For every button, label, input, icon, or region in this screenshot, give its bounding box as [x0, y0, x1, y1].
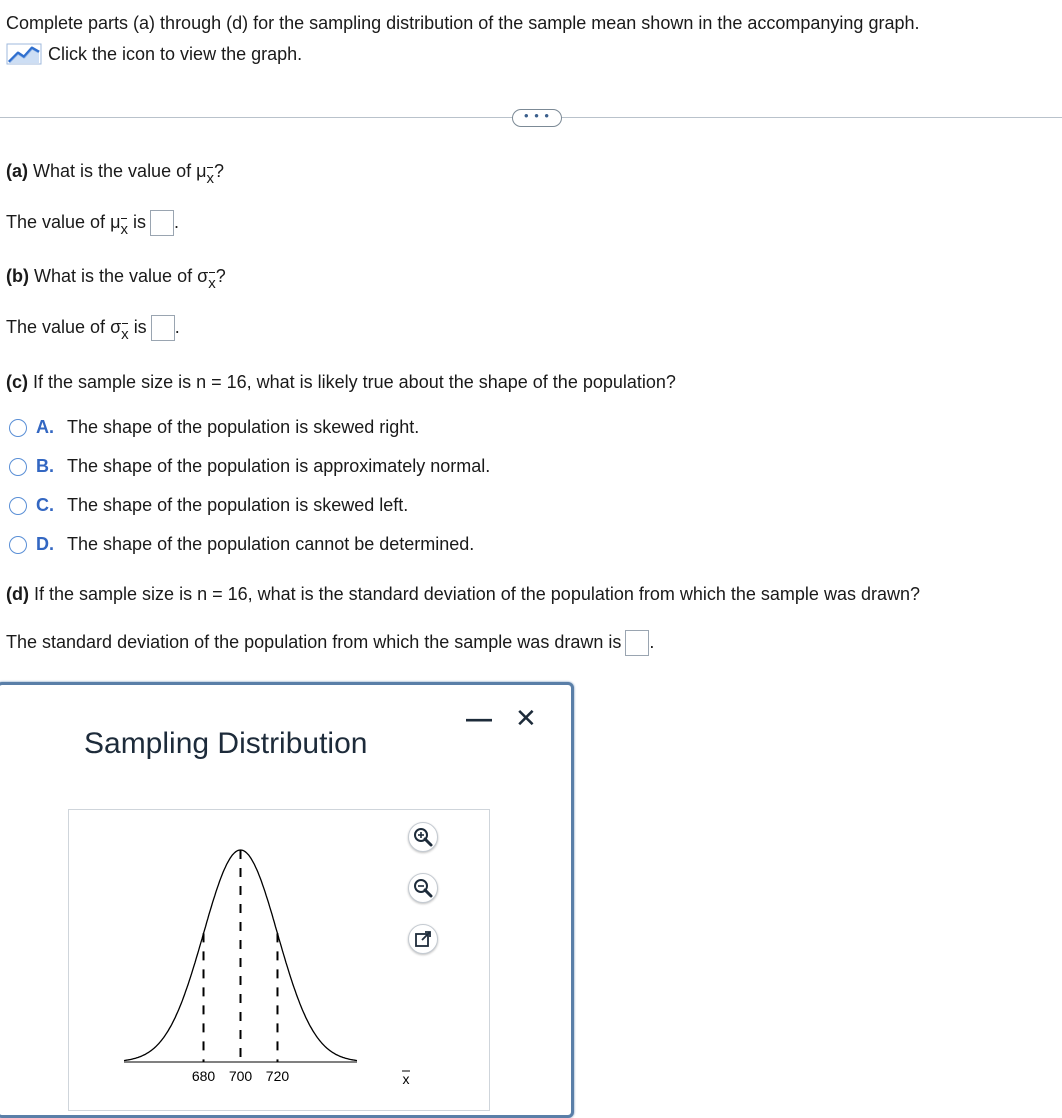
x-axis-label: x — [402, 1071, 410, 1087]
graph-link-label[interactable]: Click the icon to view the graph. — [48, 44, 303, 64]
part-c-question: (c) If the sample size is n = 16, what is likely true about the shape of the population? — [6, 372, 676, 392]
expand-icon — [409, 925, 437, 953]
zoom-out-icon — [409, 874, 437, 902]
close-button[interactable]: ✕ — [515, 703, 537, 733]
part-a-answer-line: The value of $\mu_x$ is . — [6, 211, 179, 238]
part-b-answer-line: The value of $\sigma_x$ is . — [6, 316, 180, 343]
more-button[interactable]: • • • — [512, 109, 562, 127]
part-d-answer-line: The standard deviation of the population from which the sample was drawn is . — [6, 630, 654, 656]
part-d-question: (d) If the sample size is n = 16, what is the standard deviation of the population from which the sample was drawn? — [6, 584, 920, 604]
tick-label-720: 720 — [265, 1068, 290, 1084]
zoom-out-button[interactable] — [408, 873, 438, 903]
tick-label-680: 680 — [191, 1068, 216, 1084]
xbar-subscript: x — [206, 170, 214, 187]
normal-curve — [124, 850, 357, 1061]
zoom-in-button[interactable] — [408, 822, 438, 852]
option-a-radio[interactable] — [9, 419, 27, 437]
part-d-label: (d) — [6, 584, 29, 604]
part-a-label: (a) — [6, 161, 28, 181]
option-b[interactable]: B. The shape of the population is approximately normal. — [36, 456, 491, 476]
option-a[interactable]: A. The shape of the population is skewed right. — [36, 417, 420, 437]
tick-label-700: 700 — [228, 1068, 253, 1084]
part-a-question: (a) What is the value of $\mu_x$? — [6, 161, 224, 187]
option-c-radio[interactable] — [9, 497, 27, 515]
zoom-in-icon — [409, 823, 437, 851]
part-b-label: (b) — [6, 266, 29, 286]
sigma-xbar-input[interactable] — [151, 315, 175, 341]
expand-button[interactable] — [408, 924, 438, 954]
option-b-radio[interactable] — [9, 458, 27, 476]
part-b-question: (b) What is the value of $\sigma_x$? — [6, 266, 226, 292]
option-d[interactable]: D. The shape of the population cannot be determined. — [36, 534, 475, 554]
graph-icon[interactable] — [6, 43, 42, 65]
part-c-label: (c) — [6, 372, 28, 392]
mu-xbar-input[interactable] — [150, 210, 174, 236]
instruction-text: Complete parts (a) through (d) for the sampling distribution of the sample mean shown in the accompanying graph. — [6, 13, 920, 33]
minimize-button[interactable]: — — [466, 703, 492, 733]
population-sd-input[interactable] — [625, 630, 649, 656]
popup-title: Sampling Distribution — [84, 727, 368, 760]
option-d-radio[interactable] — [9, 536, 27, 554]
option-c[interactable]: C. The shape of the population is skewed left. — [36, 495, 409, 515]
